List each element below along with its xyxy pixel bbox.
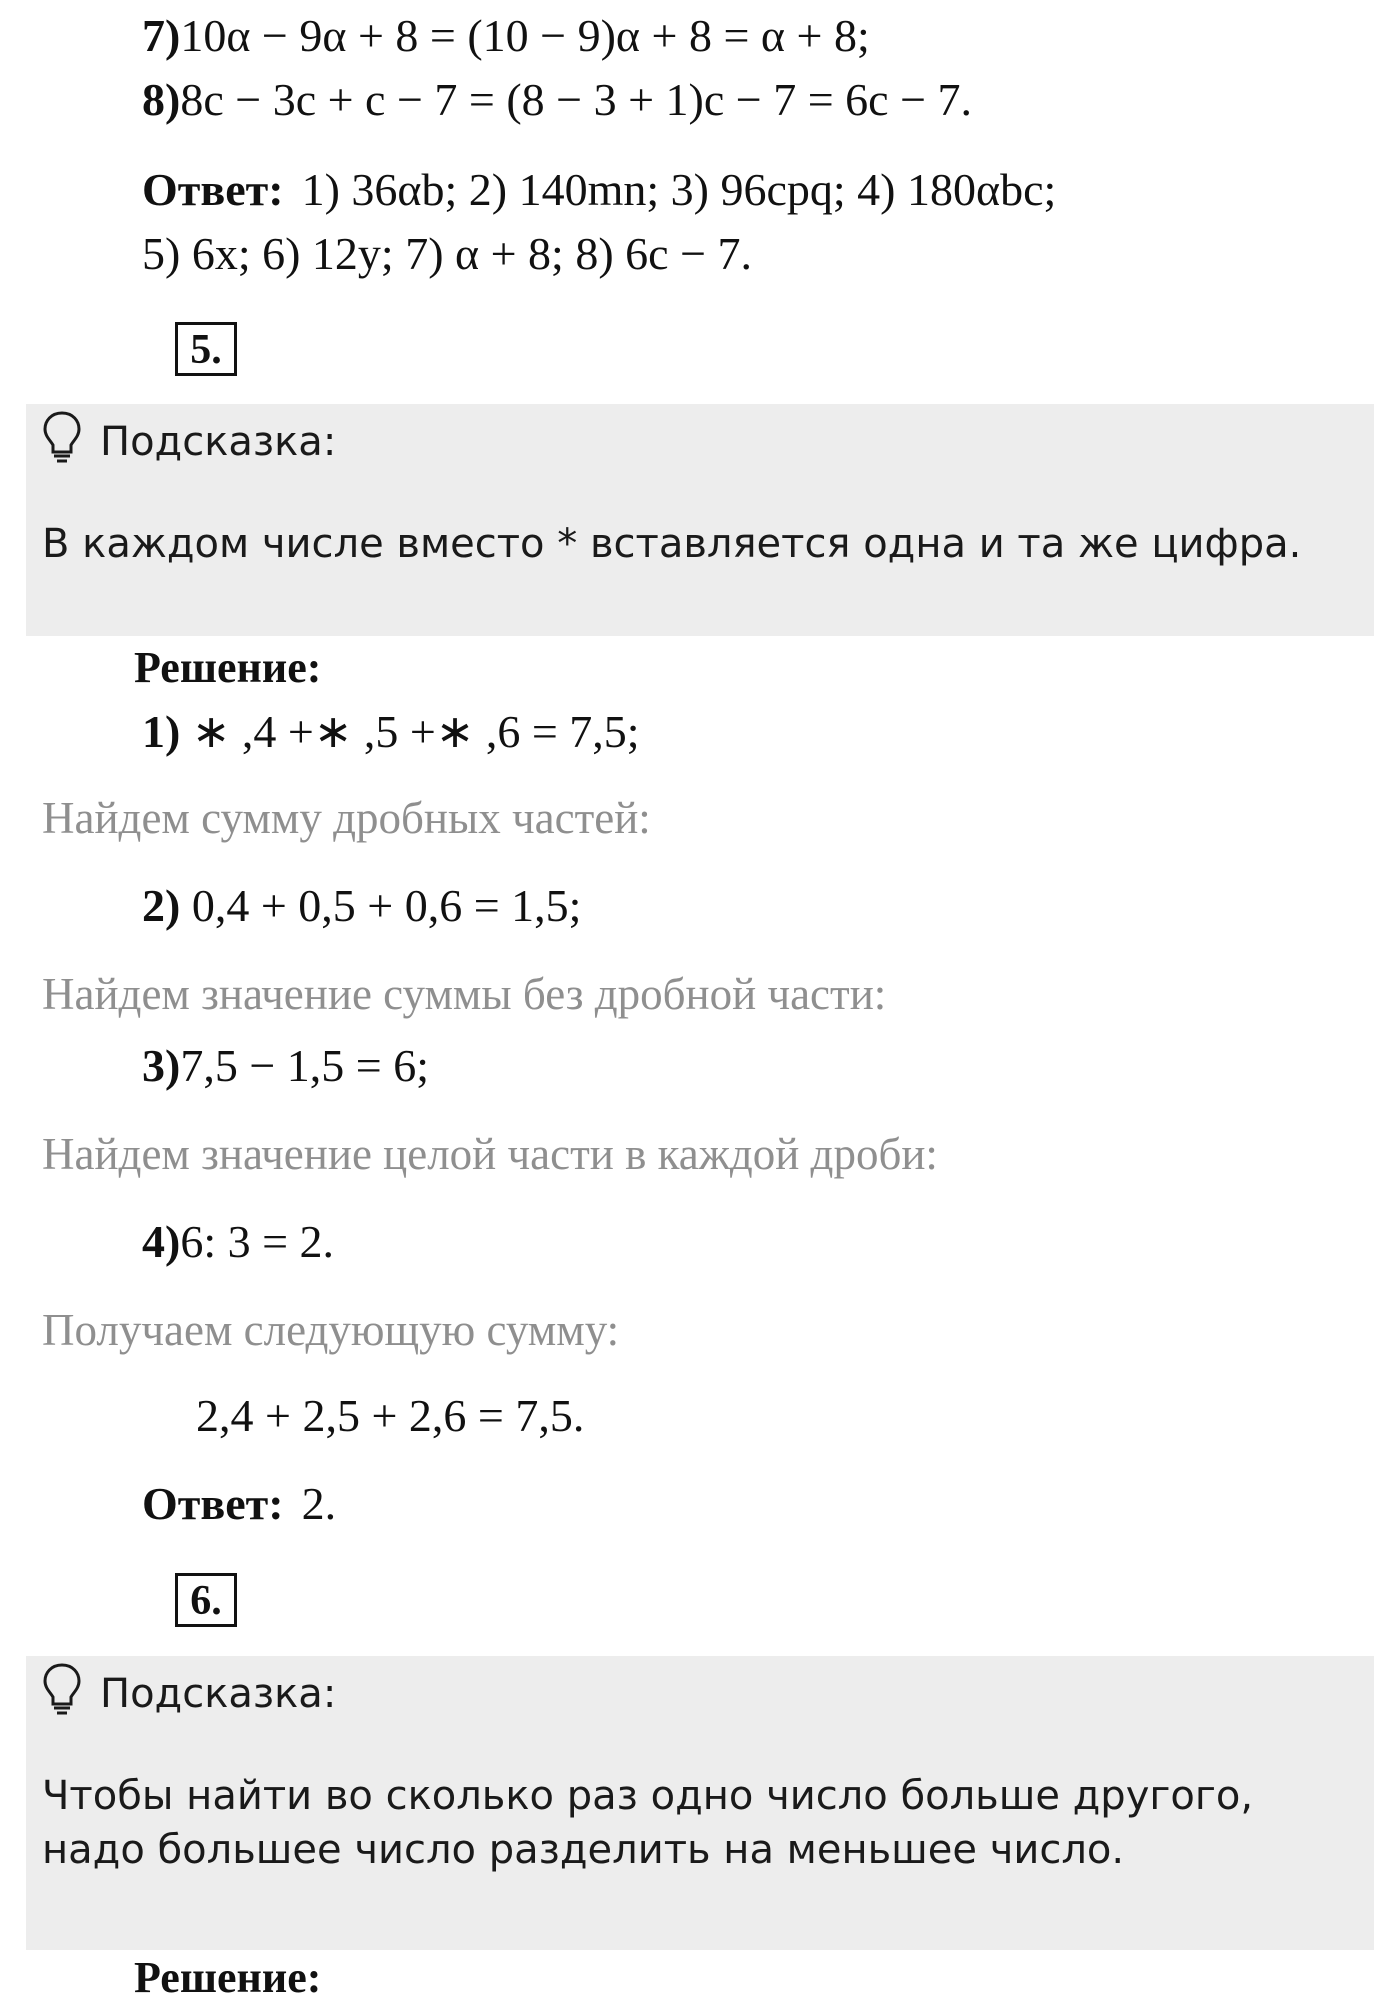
hint-title: Подсказка: [100, 419, 337, 465]
final-sum: 2,4 + 2,5 + 2,6 = 7,5. [196, 1390, 585, 1441]
answer-line-2: 5) 6x; 6) 12y; 7) α + 8; 8) 6c − 7. [142, 228, 753, 279]
equation-text: ∗ ,4 +∗ ,5 +∗ ,6 = 7,5; [191, 706, 640, 757]
step-label: 3) [142, 1040, 181, 1091]
hint-title: Подсказка: [100, 1671, 337, 1717]
solution-step-4 [142, 1214, 334, 1270]
task-number-5: 5. [175, 322, 237, 376]
solution-step-2 [142, 878, 581, 934]
solution-note-4: Получаем следующую сумму: [42, 1305, 620, 1355]
solution-note-1: Найдем сумму дробных частей: [42, 793, 651, 843]
hint-text-line-2: надо большее число разделить на меньшее число. [42, 1827, 1125, 1873]
lightbulb-icon [42, 1662, 100, 1726]
solution-note-3: Найдем значение целой части в каждой дроби: [42, 1129, 938, 1179]
solution-note-2: Найдем значение суммы без дробной части: [42, 969, 887, 1019]
step-label: 8) [142, 74, 181, 125]
solution-title: Решение: [134, 1953, 322, 2002]
solution-title: Решение: [134, 643, 322, 692]
step-label: 1) [142, 706, 181, 757]
step-label: 7) [142, 10, 181, 61]
hint-header [42, 1666, 336, 1722]
equation-text: 6: 3 = 2. [180, 1216, 335, 1267]
equation-text: 7,5 − 1,5 = 6; [180, 1040, 429, 1091]
step-label: 2) [142, 880, 181, 931]
equation-line-7 [142, 8, 870, 64]
answer-line-1: 1) 36αb; 2) 140mn; 3) 96cpq; 4) 180αbc; [301, 164, 1057, 215]
hint-panel-6 [26, 1656, 1374, 1950]
answer-label: Ответ: [142, 164, 284, 215]
equation-line-8 [142, 72, 972, 128]
equation-text: 10α − 9α + 8 = (10 − 9)α + 8 = α + 8; [180, 10, 870, 61]
hint-header [42, 414, 336, 470]
solution-step-3 [142, 1038, 429, 1094]
solution-step-1 [142, 704, 640, 760]
task-number-6: 6. [175, 1573, 237, 1627]
answer-value: 2. [301, 1478, 337, 1529]
lightbulb-icon [42, 410, 100, 474]
answer-label: Ответ: [142, 1478, 284, 1529]
hint-text: В каждом числе вместо * вставляется одна и та же цифра. [42, 521, 1302, 567]
hint-panel-5 [26, 404, 1374, 636]
equation-text: 0,4 + 0,5 + 0,6 = 1,5; [191, 880, 582, 931]
answer-block-4-line-2 [142, 226, 752, 282]
answer-block-5 [142, 1476, 336, 1532]
equation-text: 8c − 3c + c − 7 = (8 − 3 + 1)c − 7 = 6c − 7. [180, 74, 973, 125]
step-label: 4) [142, 1216, 181, 1267]
hint-text-line-1: Чтобы найти во сколько раз одно число больше другого, [42, 1773, 1254, 1819]
answer-block-4 [142, 162, 1056, 218]
